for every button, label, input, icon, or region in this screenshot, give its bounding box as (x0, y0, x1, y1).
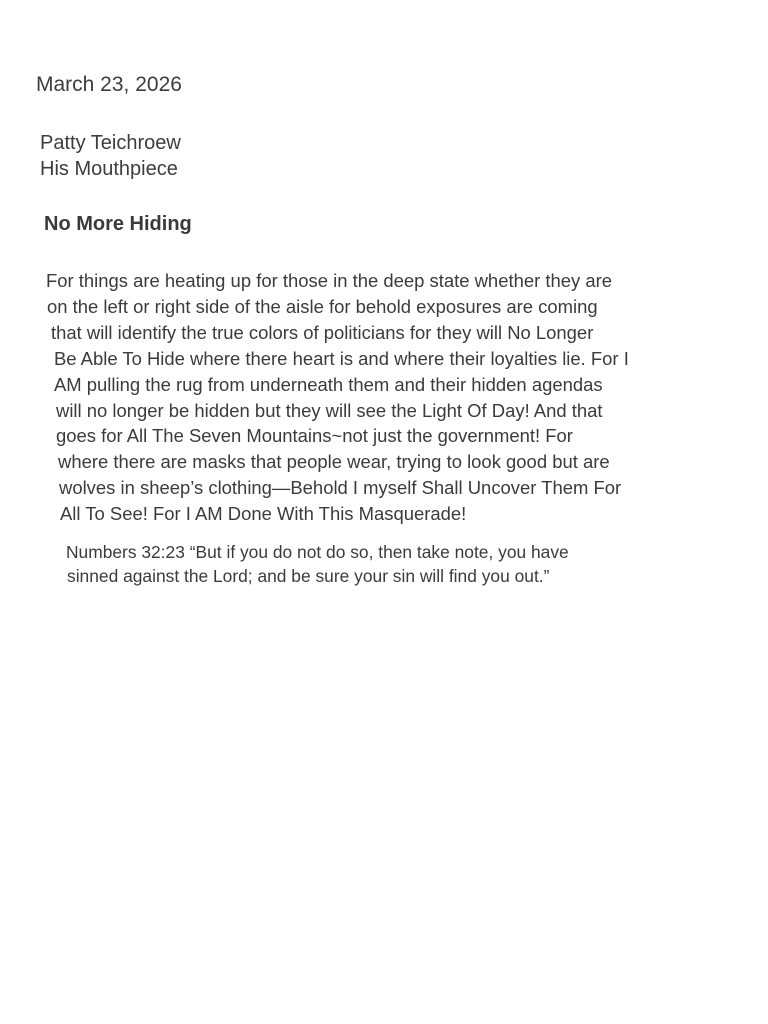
scripture-line: Numbers 32:23 “But if you do not do so, then take note, you have (66, 542, 569, 562)
body-line: For things are heating up for those in the deep state whether they are (46, 270, 613, 291)
body-line: AM pulling the rug from underneath them and their hidden agendas (54, 373, 603, 395)
body-line: will no longer be hidden but they will see the Light Of Day! And that (56, 399, 603, 421)
body-line: where there are masks that people wear, trying to look good but are (58, 451, 610, 473)
body-paragraph (46, 268, 766, 527)
scripture-quote (66, 540, 756, 588)
body-line: on the left or right side of the aisle for behold exposures are coming (47, 295, 598, 317)
document-title: No More Hiding (44, 213, 192, 235)
body-line: All To See! For I AM Done With This Masquerade! (60, 503, 467, 525)
letter-date: March 23, 2026 (36, 73, 182, 96)
body-line: that will identify the true colors of politicians for they will No Longer (51, 321, 594, 343)
author-role: His Mouthpiece (40, 158, 178, 180)
body-line: Be Able To Hide where there heart is and where their loyalties lie. For I (54, 347, 629, 369)
body-line: goes for All The Seven Mountains~not just the government! For (56, 425, 573, 447)
body-line: wolves in sheep’s clothing—Behold I myself Shall Uncover Them For (59, 477, 622, 499)
scripture-line: sinned against the Lord; and be sure your sin will find you out.” (67, 566, 550, 586)
author-name: Patty Teichroew (40, 132, 181, 154)
author-block (40, 130, 181, 182)
